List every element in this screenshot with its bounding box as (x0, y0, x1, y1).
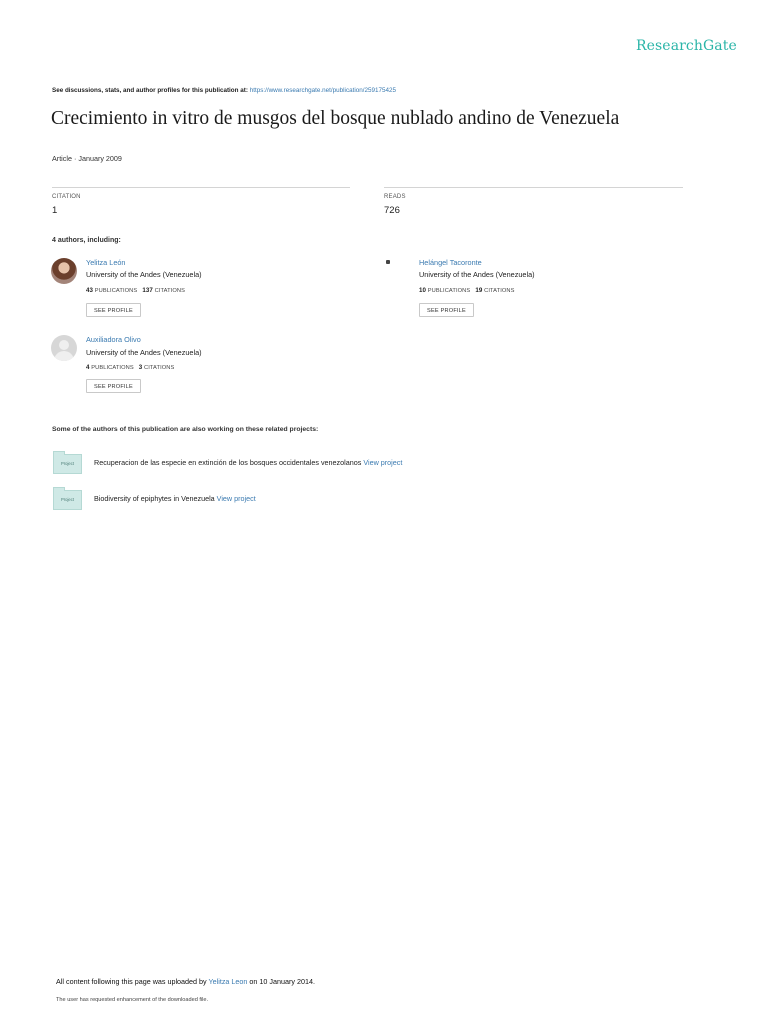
project-icon-label: Project (60, 497, 75, 502)
author-stats (86, 364, 174, 371)
see-profile-button[interactable]: SEE PROFILE (419, 303, 474, 317)
author-name-link[interactable]: Yelitza León (86, 258, 126, 267)
author-avatar[interactable] (386, 260, 390, 264)
project-title: Recuperacion de las especie en extinción de los bosques occidentales venezolanos (94, 458, 362, 467)
avatar-placeholder-head (59, 340, 69, 350)
publication-title: Crecimiento in vitro de musgos del bosque nublado andino de Venezuela (51, 108, 620, 129)
author-avatar[interactable] (51, 258, 77, 284)
authors-heading: 4 authors, including: (52, 237, 121, 244)
author-avatar[interactable] (51, 335, 77, 361)
upload-prefix: All content following this page was uploaded by (56, 977, 207, 986)
publication-count: 4 (86, 364, 90, 371)
citation-count: 137 (142, 287, 153, 294)
enhancement-note: The user has requested enhancement of the downloaded file. (56, 997, 209, 1003)
publications-label: PUBLICATIONS (427, 288, 471, 294)
author-institution: University of the Andes (Venezuela) (419, 270, 535, 279)
publications-label: PUBLICATIONS (91, 365, 134, 371)
author-institution: University of the Andes (Venezuela) (86, 270, 202, 279)
author-name-link[interactable]: Auxiliadora Olivo (86, 335, 141, 344)
publications-label: PUBLICATIONS (94, 288, 138, 294)
citation-count: 19 (475, 287, 483, 294)
upload-suffix: on 10 January 2014. (249, 977, 315, 986)
author-institution: University of the Andes (Venezuela) (86, 348, 202, 357)
view-project-link[interactable]: View project (216, 494, 256, 503)
see-profile-button[interactable]: SEE PROFILE (86, 303, 141, 317)
project-title: Biodiversity of epiphytes in Venezuela (94, 494, 215, 503)
see-profile-button[interactable]: SEE PROFILE (86, 379, 141, 393)
discussion-line (52, 87, 396, 94)
citations-label: CITATIONS (484, 288, 515, 294)
reads-count: 726 (384, 205, 400, 216)
publication-meta: Article · January 2009 (52, 154, 122, 163)
citation-count: 3 (138, 364, 143, 371)
citation-count: 1 (52, 205, 58, 216)
project-folder-icon[interactable] (53, 490, 82, 510)
related-projects-heading: Some of the authors of this publication are also working on these related projects: (52, 426, 319, 433)
author-name-link[interactable]: Helángel Tacoronte (419, 258, 482, 267)
author-stats (419, 287, 515, 294)
citation-label: CITATION (52, 194, 81, 200)
citations-label: CITATIONS (144, 365, 175, 371)
project-folder-icon[interactable] (53, 454, 82, 474)
discussion-prefix: See discussions, stats, and author profiles for this publication at: (52, 87, 248, 94)
reads-label: READS (384, 194, 406, 200)
publication-count: 43 (86, 287, 94, 294)
citations-label: CITATIONS (154, 288, 186, 294)
author-stats (86, 287, 185, 294)
avatar-placeholder-body (54, 351, 74, 361)
publication-count: 10 (419, 287, 427, 294)
reads-divider (384, 187, 683, 188)
citation-divider (52, 187, 350, 188)
project-item (94, 494, 256, 503)
view-project-link[interactable]: View project (363, 458, 403, 467)
researchgate-logo[interactable]: ResearchGate (636, 38, 737, 54)
upload-info (56, 977, 315, 986)
publication-url-link[interactable]: https://www.researchgate.net/publication/259175425 (249, 87, 397, 94)
project-icon-label: Project (60, 461, 75, 466)
project-item (94, 458, 402, 467)
uploader-link[interactable]: Yelitza Leon (208, 977, 248, 986)
